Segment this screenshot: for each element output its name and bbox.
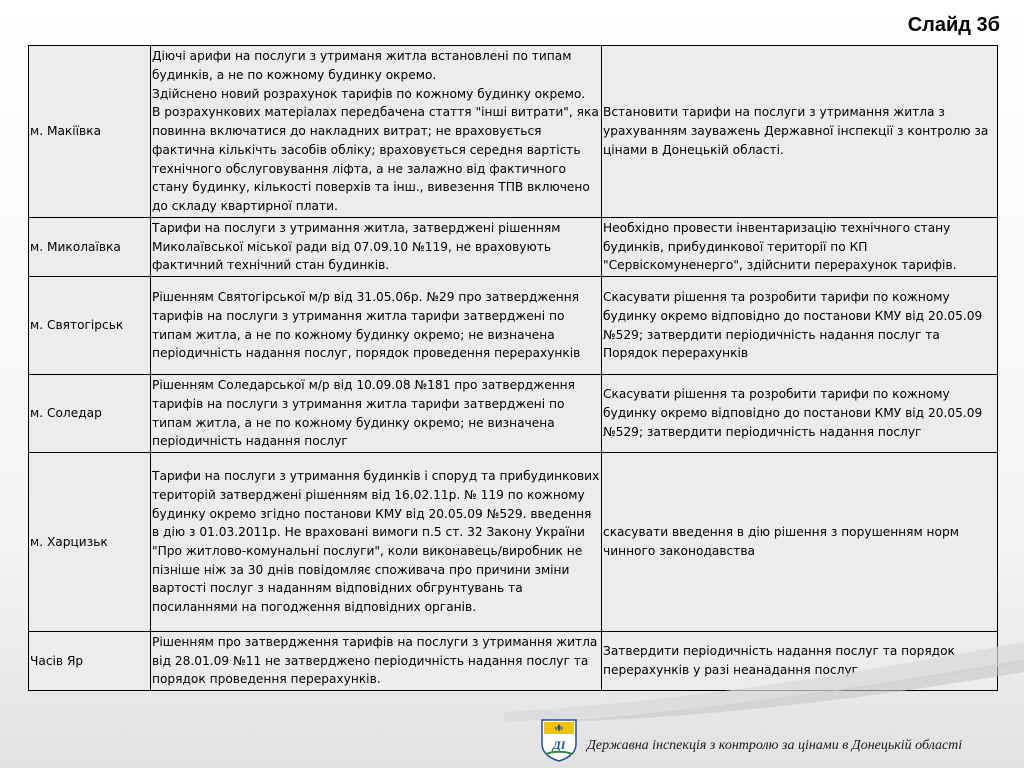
recommendation-cell: Скасувати рішення та розробити тарифи по кожному будинку окремо відповідно до постанови КМУ від 20.05.09 №529; затвердити періодичність надання послуг та Порядок перерахунків [602,277,998,375]
description-paragraph: Рішенням про затвердження тарифів на послуги з утримання житла від 28.01.09 №11 не затверджено періодичність надання послуг та порядок проведення перерахунків. [152,634,598,687]
description-cell [151,46,602,218]
decorative-swoosh [504,632,1024,722]
table-row [29,277,998,375]
description-paragraph: В розрахункових матеріалах передбачена стаття "інші витрати", яка повинна включатися до накладних витрат; не враховується фактична кількічть засобів обліку; враховується середня вартість технічного обслуговування ліфта, а не залажно від фактичного стану будинку, кількості поверхів та інш., вивезення ТПВ включено до складу квартирної плати. [152,105,599,213]
slide-title: Слайд 3б [907,14,1000,36]
description-cell [151,277,602,375]
table-row [29,453,998,632]
description-paragraph: Діючі арифи на послуги з утриманя житла встановлені по типам будинків, а не по кожному будинку окремо. [152,49,572,83]
description-paragraph: Рішенням Святогірської м/р від 31.05.06р. №29 про затвердження тарифів на послуги з утримання житла тарифи затверджені по типам житла, а не по кожному будинку окремо; не визначена періодичність надання послуг, порядок проведення перерахунків [152,290,581,361]
city-cell: м. Макіївка [29,46,151,218]
description-paragraph: Рішенням Соледарської м/р від 10.09.08 №181 про затвердження тарифів на послуги з утримання житла тарифи затверджені по типам житла, а не по кожному будинку окремо; не визначена періодичність надання послуг [152,378,575,449]
description-cell [151,453,602,632]
table-row [29,46,998,218]
description-cell [151,375,602,453]
tariff-findings-table [28,45,998,691]
recommendation-cell: Затвердити періодичність надання послуг та порядок перерахунків у разі неанадання послуг [602,632,998,691]
table-row [29,375,998,453]
table-row [29,218,998,277]
city-cell: м. Соледар [29,375,151,453]
recommendation-cell: Необхідно провести інвентаризацію технічного стану будинків, прибудинкової території по КП "Сервіскомуненерго", здійснити перерахунок тарифів. [602,218,998,277]
description-paragraph: Тарифи на послуги з утримання житла, затверджені рішенням Миколаївської міської ради від 07.09.10 №119, не враховують фактичний технічний стан будинків. [152,220,561,273]
city-cell: м. Харцизьк [29,453,151,632]
organization-name: Державна інспекція з контролю за цінами в Донецькій області [587,738,963,753]
coat-of-arms-emblem [540,718,578,762]
description-paragraph: Тарифи на послуги з утримання будинків і споруд та прибудинкових територій затверджені рішенням від 16.02.11р. № 119 по кожному будинку окремо згідно постанови КМУ від 20.05.09 №529. введення в дію з 01.03.2011р. Не враховані вимоги п.5 ст. 32 Закону України "Про житлово-комунальні послуги", коли виконавець/виробник не пізніше ніж за 30 днів повідомляє споживача про причини зміни вартості послуг з наданням відповідних обгрунтувань та посиланнями на погодження відповідних органів. [152,469,600,615]
emblem-letters: ДІ [552,738,566,752]
recommendation-cell: Встановити тарифи на послуги з утримання житла з урахуванням зауважень Державної інспекції з контролю за цінами в Донецькій області. [602,46,998,218]
city-cell: м. Миколаївка [29,218,151,277]
city-cell: м. Святогірськ [29,277,151,375]
recommendation-cell: скасувати введення в дію рішення з порушенням норм чинного законодавства [602,453,998,632]
description-cell [151,218,602,277]
recommendation-cell: Скасувати рішення та розробити тарифи по кожному будинку окремо відповідно до постанови КМУ від 20.05.09 №529; затвердити періодичність надання послуг [602,375,998,453]
description-paragraph: Здійснено новий розрахунок тарифів по кожному будинку окремо. [152,86,586,101]
city-cell: Часів Яр [29,632,151,691]
